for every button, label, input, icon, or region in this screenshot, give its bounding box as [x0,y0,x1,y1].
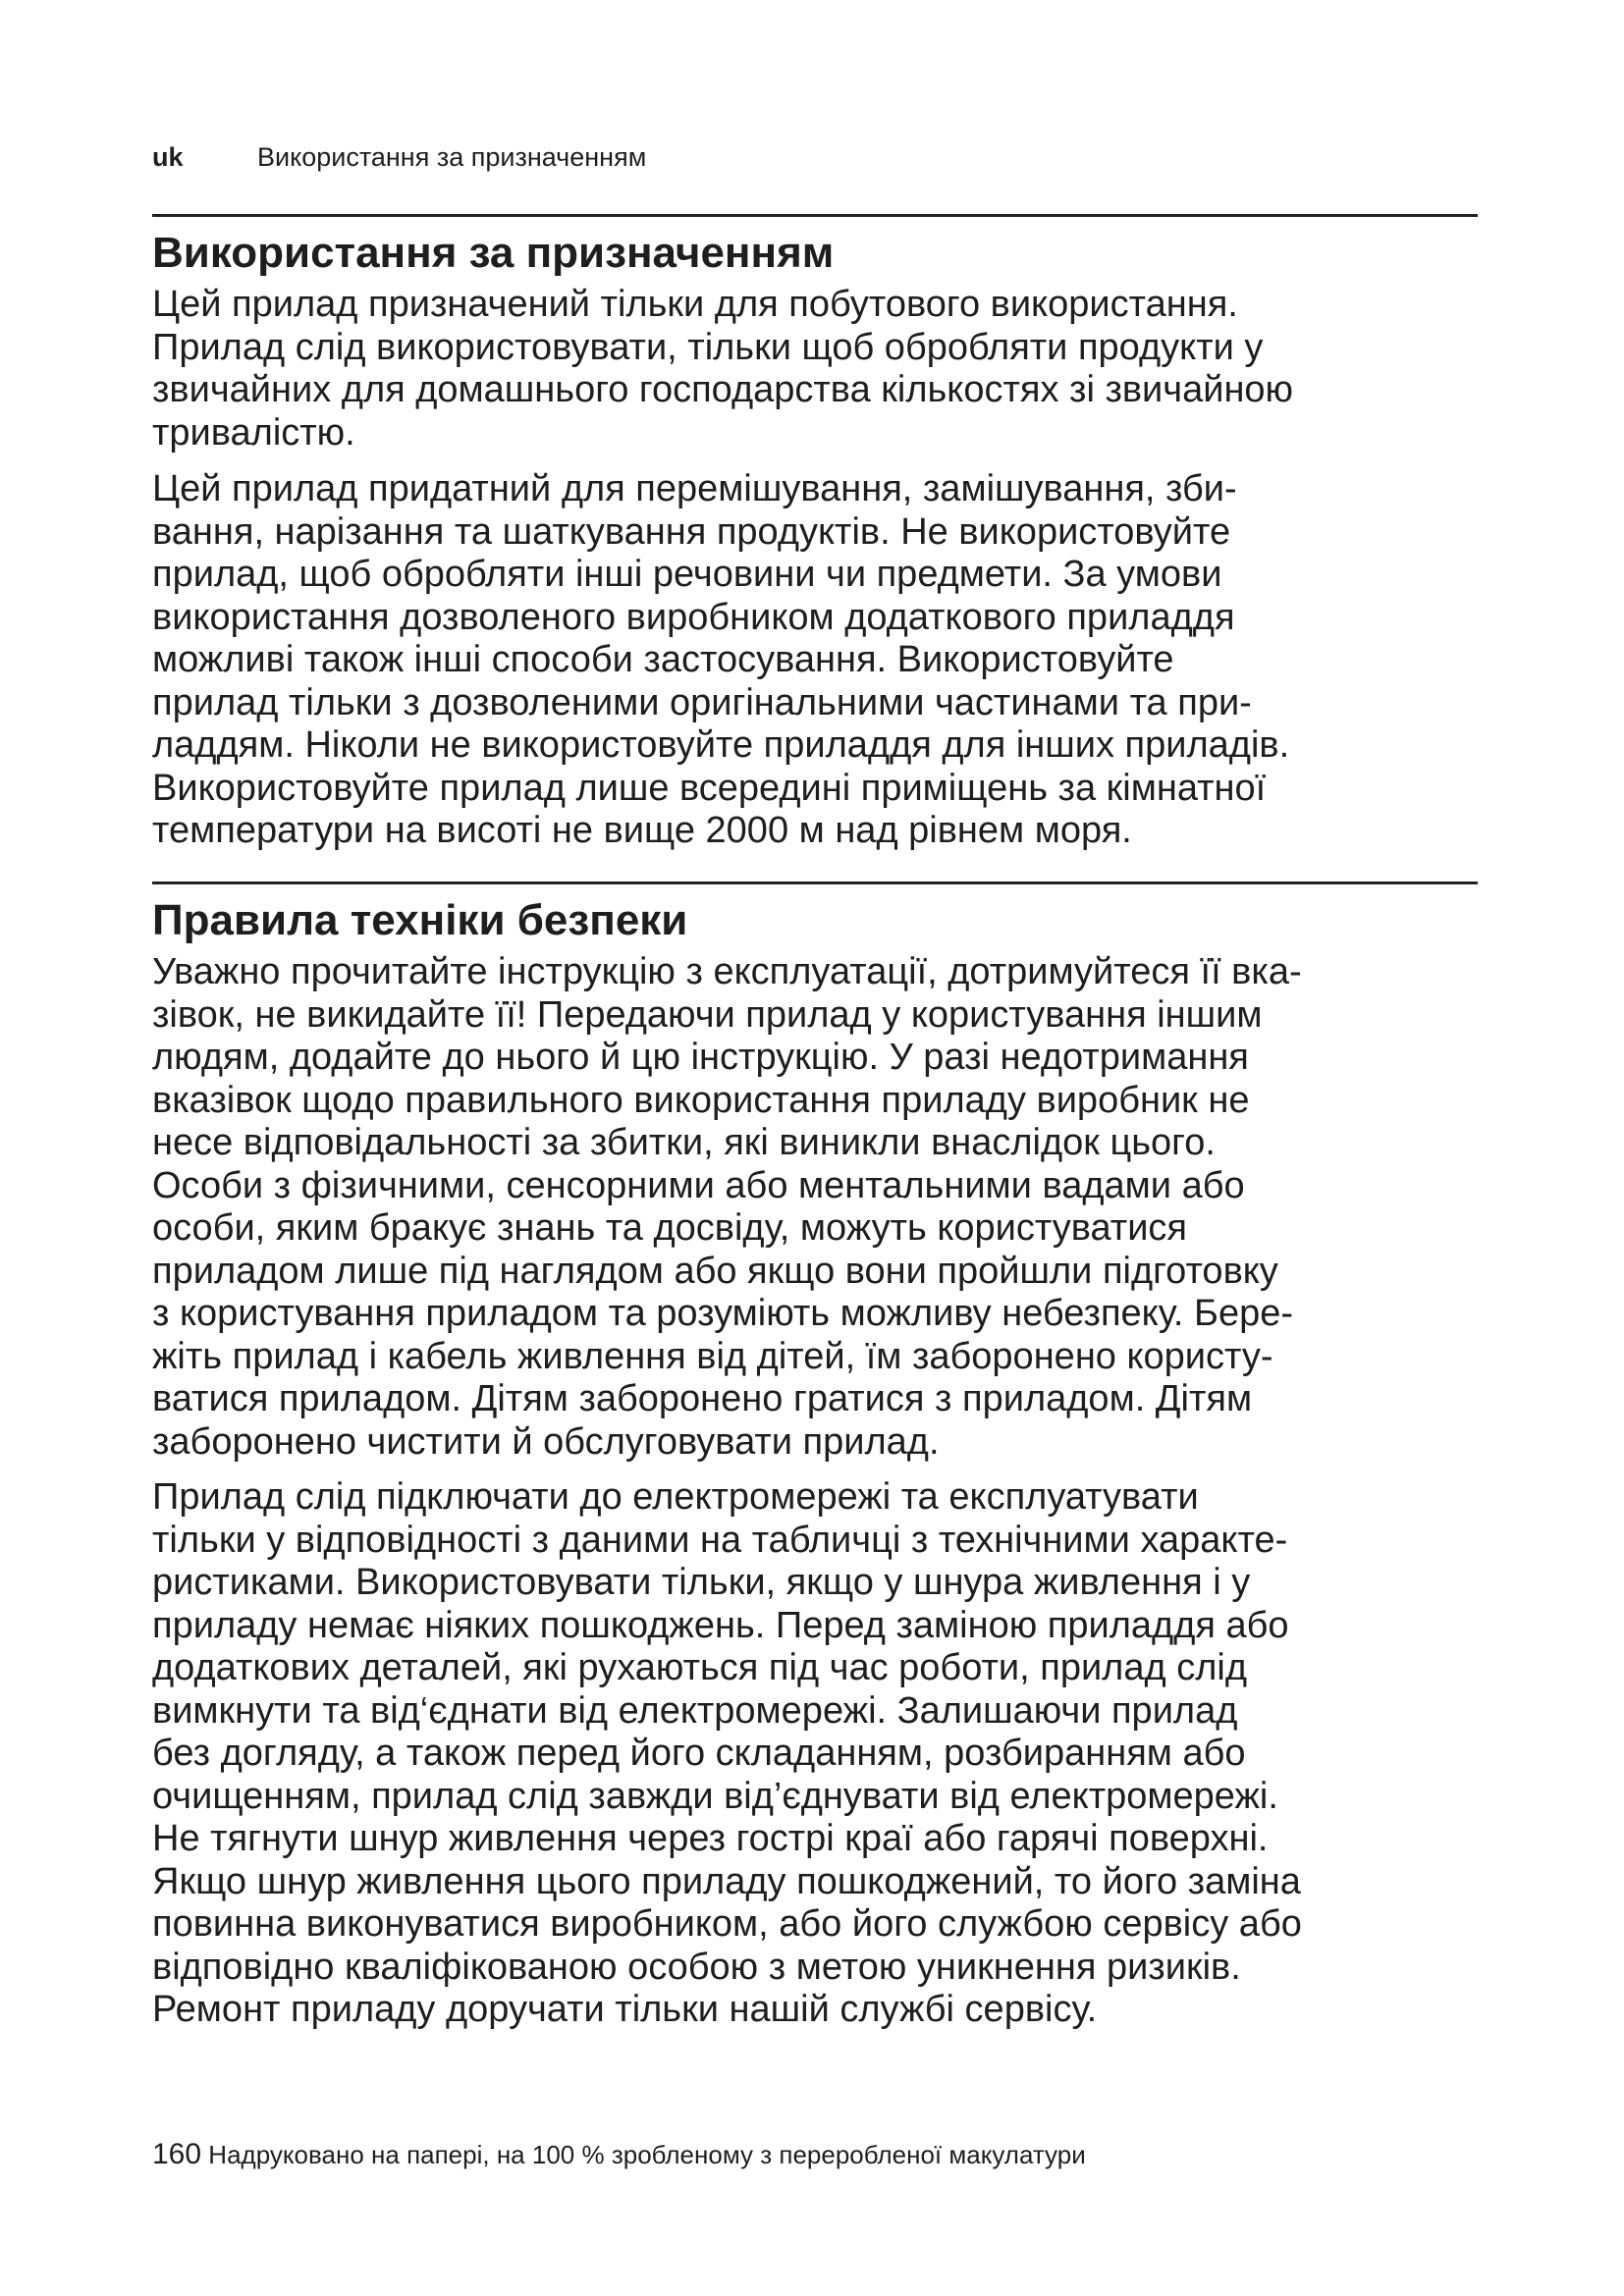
section-title-intended-use: Використання за призначенням [152,229,835,277]
language-code: uk [152,141,184,172]
safety-paragraph-2: Прилад слід підключати до електромережі та експлуатувати тільки у відповідності з даними на табличці з технічними характе- ристиками. Використовувати тільки, якщо у шнура живлення і у приладу немає ніяких пошкоджень. Перед заміною приладдя або додаткових деталей, які рухаються під час роботи, прилад слід вимкнути та від‘єднати від електромережі. Залишаючи прилад без догляду, а також перед його складанням, розбиранням або очищенням, прилад слід завжди від’єднувати від електромережі. Не тягнути шнур живлення через гострі краї або гарячі поверхні. Якщо шнур живлення цього приладу пошкоджений, то його заміна повинна виконуватися виробником, або його службою сервісу або відповідно кваліфікованою особою з метою уникнення ризиків. Ремонт приладу доручати тільки нашій службі сервісу. [152,1476,1302,2030]
intended-use-paragraph-2: Цей прилад придатний для перемішування, замішування, зби- вання, нарізання та шаткування продуктів. Не використовуйте прилад, щоб обробляти інші речовини чи предмети. За умови використання дозволеного виробником додаткового приладдя можливі також інші способи застосування. Використовуйте прилад тільки з дозволеними оригінальними частинами та при- ладдям. Ніколи не використовуйте приладдя для інших приладів. Використовуйте прилад лише всередині приміщень за кімнатної температури на висоті не вище 2000 м над рівнем моря. [152,468,1290,851]
page-footer [152,2138,1086,2171]
running-title: Використання за призначенням [257,141,647,172]
intended-use-paragraph-1: Цей прилад призначений тільки для побутового використання. Прилад слід використовувати, тільки щоб обробляти продукти у звичайних для домашнього господарства кількостях зі звичайною тривалістю. [152,284,1294,454]
recycled-paper-note: Надруковано на папері, на 100 % зробленому з переробленої макулатури [208,2140,1086,2169]
safety-paragraph-1: Уважно прочитайте інструкцію з експлуатації, дотримуйтеся її вка- зівок, не викидайте її! Передаючи прилад у користування іншим людям, додайте до нього й цю інструкцію. У разі недотримання вказівок щодо правильного використання приладу виробник не несе відповідальності за збитки, які виникли внаслідок цього. Особи з фізичними, сенсорними або ментальними вадами або особи, яким бракує знань та досвіду, можуть користуватися приладом лише під наглядом або якщо вони пройшли підготовку з користування приладом та розуміють можливу небезпеку. Бере- жіть прилад і кабель живлення від дітей, їм заборонено користу- ватися приладом. Дітям заборонено гратися з приладом. Дітям заборонено чистити й обслуговувати прилад. [152,951,1302,1463]
section-divider [152,214,1478,217]
page-number: 160 [152,2138,202,2170]
section-divider [152,881,1478,884]
page-header [152,137,646,177]
section-title-safety: Правила техніки безпеки [152,896,688,944]
